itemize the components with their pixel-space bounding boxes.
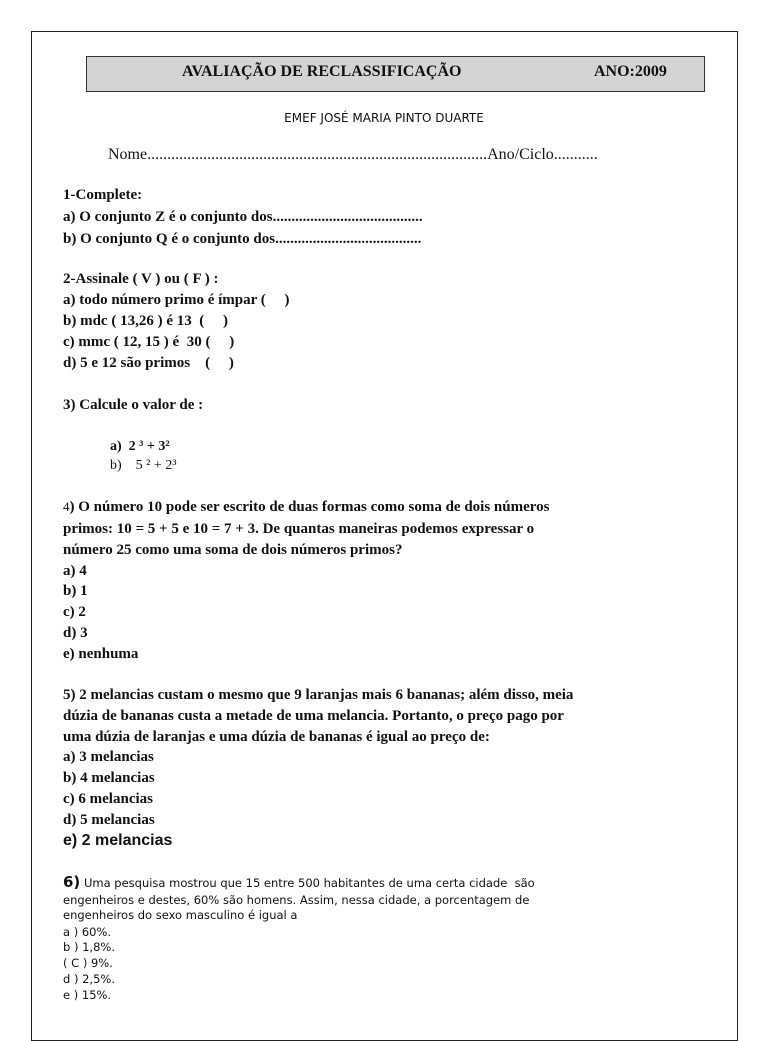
- q6-number: 6): [63, 873, 81, 891]
- q5-option-a: a) 3 melancias: [63, 749, 154, 765]
- q4-option-a: a) 4: [63, 563, 87, 579]
- q5-option-e: e) 2 melancias: [63, 832, 173, 849]
- q6-option-d: d ) 2,5%.: [63, 972, 115, 986]
- q1-item-a: a) O conjunto Z é o conjunto dos........................................: [63, 209, 423, 225]
- q5-line-3: uma dúzia de laranjas e uma dúzia de bananas é igual ao preço de:: [63, 729, 490, 745]
- q6-option-b: b ) 1,8%.: [63, 940, 115, 954]
- q6-line-3: engenheiros do sexo masculino é igual a: [63, 908, 298, 922]
- q4-option-e: e) nenhuma: [63, 646, 139, 662]
- q4-option-b: b) 1: [63, 583, 88, 599]
- exam-year: ANO:2009: [594, 63, 667, 80]
- q6-line-1-text: Uma pesquisa mostrou que 15 entre 500 habitantes de uma certa cidade são: [80, 876, 535, 890]
- q3-item-a: a) 2 ³ + 3²: [110, 439, 170, 454]
- q6-option-e: e ) 15%.: [63, 988, 112, 1002]
- exam-title: AVALIAÇÃO DE RECLASSIFICAÇÃO: [182, 63, 462, 80]
- q5-option-c: c) 6 melancias: [63, 791, 153, 807]
- q1-item-b: b) O conjunto Q é o conjunto dos.......................................: [63, 231, 422, 247]
- q4-option-c: c) 2: [63, 604, 86, 620]
- q4-number: 4: [63, 499, 70, 514]
- q6-line-1: [63, 873, 535, 891]
- q2-title: 2-Assinale ( V ) ou ( F ) :: [63, 271, 219, 287]
- q5-line-2: dúzia de bananas custa a metade de uma melancia. Portanto, o preço pago por: [63, 708, 564, 724]
- q5-option-b: b) 4 melancias: [63, 770, 155, 786]
- q5-line-1: 5) 2 melancias custam o mesmo que 9 laranjas mais 6 bananas; além disso, meia: [63, 687, 574, 703]
- q3-item-b: b) 5 ² + 2³: [110, 458, 177, 473]
- q3-title: 3) Calcule o valor de :: [63, 397, 204, 413]
- q2-item-d: d) 5 e 12 são primos ( ): [63, 355, 234, 371]
- school-name: EMEF JOSÉ MARIA PINTO DUARTE: [284, 111, 484, 125]
- q1-title: 1-Complete:: [63, 187, 143, 203]
- q6-option-c: ( C ) 9%.: [63, 956, 113, 970]
- q4-line-3: número 25 como uma soma de dois números primos?: [63, 542, 403, 558]
- q4-option-d: d) 3: [63, 625, 88, 641]
- q2-item-b: b) mdc ( 13,26 ) é 13 ( ): [63, 313, 228, 329]
- q2-item-a: a) todo número primo é ímpar ( ): [63, 292, 290, 308]
- q4-line-2: primos: 10 = 5 + 5 e 10 = 7 + 3. De quantas maneiras podemos expressar o: [63, 521, 535, 537]
- q6-line-2: engenheiros e destes, 60% são homens. Assim, nessa cidade, a porcentagem de: [63, 893, 530, 907]
- q4-line-1-text: ) O número 10 pode ser escrito de duas formas como soma de dois números: [69, 499, 550, 515]
- q5-option-d: d) 5 melancias: [63, 812, 155, 828]
- name-field-line: Nome.....................................................................................Ano/Ciclo...........: [108, 146, 598, 163]
- q6-option-a: a ) 60%.: [63, 925, 112, 939]
- q2-item-c: c) mmc ( 12, 15 ) é 30 ( ): [63, 334, 235, 350]
- q4-line-1: [63, 499, 550, 516]
